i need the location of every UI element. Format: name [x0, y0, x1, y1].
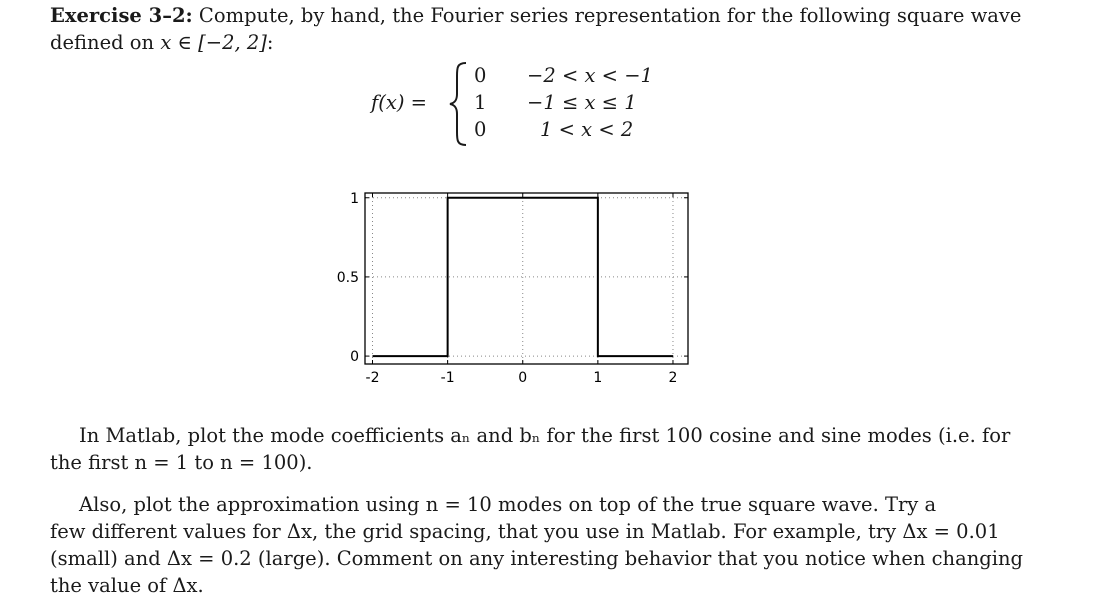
paragraph2-line1: Also, plot the approximation using n = 10 modes on top of the true square wave. Try a	[79, 493, 937, 516]
plot-frame	[365, 193, 688, 364]
case-condition-2: −1 ≤ x ≤ 1	[527, 91, 637, 114]
paragraph2-line4: the value of Δx.	[50, 574, 204, 597]
paragraph1-line2: the first n = 1 to n = 100).	[50, 451, 313, 474]
exercise-label: Exercise 3–2:	[50, 4, 193, 27]
exercise-heading	[50, 2, 1021, 29]
case-value-2: 1	[474, 91, 487, 114]
left-brace	[448, 60, 470, 148]
case-condition-3: 1 < x < 2	[540, 118, 634, 141]
domain-math: x ∈ [−2, 2]	[160, 31, 267, 54]
piecewise-lhs: f(x) =	[371, 91, 427, 114]
x-tick-label: 1	[593, 370, 603, 386]
x-tick-label: 0	[518, 370, 528, 386]
x-tick-label: -2	[365, 370, 380, 386]
case-value-1: 0	[474, 64, 487, 87]
x-tick-label: 2	[668, 370, 678, 386]
x-tick-label: -1	[440, 370, 455, 386]
y-tick-label: 1	[350, 190, 359, 207]
exercise-intro-suffix: :	[266, 31, 274, 54]
exercise-intro-line1: Compute, by hand, the Fourier series representation for the following square wave	[198, 4, 1022, 27]
case-condition-1: −2 < x < −1	[527, 64, 653, 87]
y-tick-label: 0	[350, 349, 359, 366]
square-wave-chart	[320, 185, 700, 395]
paragraph1-line1: In Matlab, plot the mode coefficients aₙ and bₙ for the first 100 cosine and sine modes (i.e. for	[79, 424, 1011, 447]
exercise-intro-line2	[50, 29, 273, 56]
exercise-intro-prefix: defined on	[50, 31, 161, 54]
paragraph2-line2: few different values for Δx, the grid spacing, that you use in Matlab. For example, try Δx = 0.01	[50, 520, 1000, 543]
case-value-3: 0	[474, 118, 487, 141]
y-tick-label: 0.5	[336, 269, 359, 286]
paragraph2-line3: (small) and Δx = 0.2 (large). Comment on any interesting behavior that you notice when changing	[50, 547, 1024, 570]
